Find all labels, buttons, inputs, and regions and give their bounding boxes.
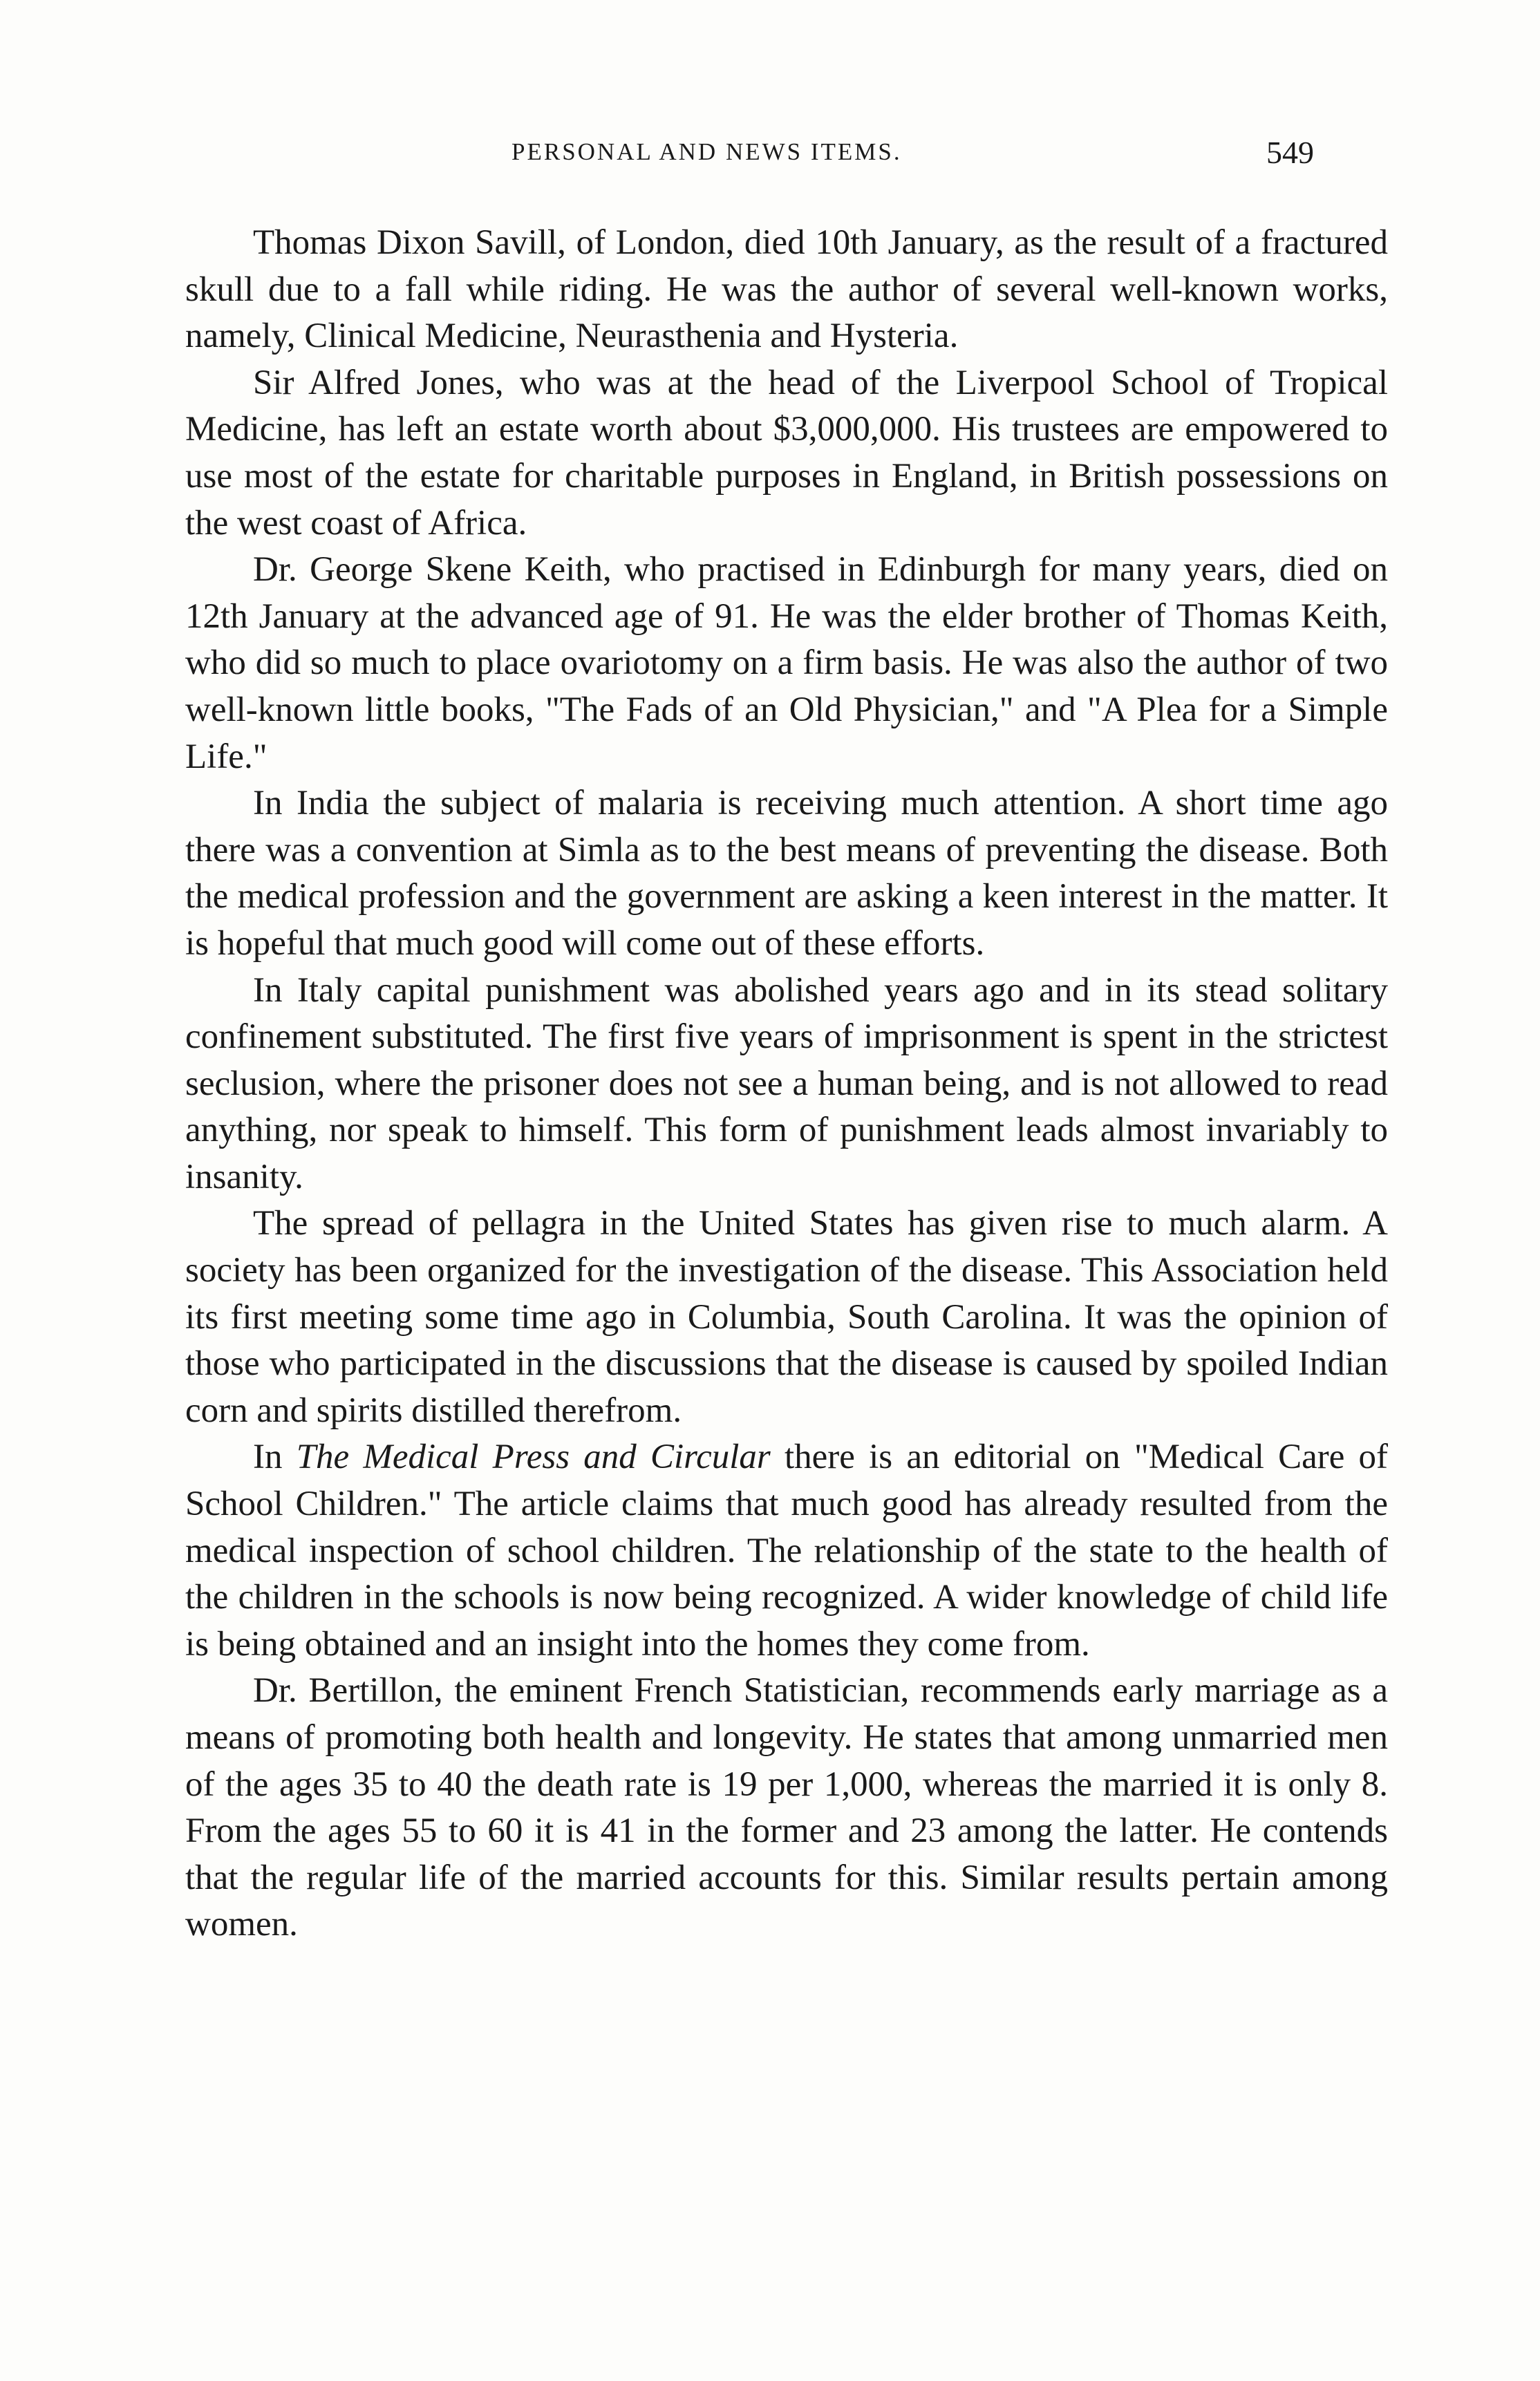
page-number: 549: [1266, 135, 1314, 170]
article-body: [185, 220, 1388, 1948]
paragraph-savill: Thomas Dixon Savill, of London, died 10th January, as the result of a fractured skull due to a fall while riding. He was the author of several well-known works, namely, Clinical Medicine, Neurasthenia and Hysteria.: [185, 223, 1388, 356]
paragraph-malaria: In India the subject of malaria is receiving much attention. A short time ago there was a convention at Simla as to the best means of preventing the disease. Both the medical profession and the government are asking a keen interest in the matter. It is hopeful that much good will come out of these efforts.: [185, 784, 1388, 963]
running-head: [0, 135, 1540, 180]
paragraph-italy: In Italy capital punishment was abolished years ago and in its stead solitary confinement substituted. The first five years of imprisonment is spent in the strictest seclusion, where the prisoner does not see a human being, and is not allowed to read anything, nor speak to himself. This form of punishment leads almost invariably to insanity.: [185, 970, 1388, 1196]
paragraph-jones: Sir Alfred Jones, who was at the head of the Liverpool School of Tropical Medicine, has left an estate worth about $3,000,000. His trustees are empowered to use most of the estate for charitable purposes in England, in British possessions on the west coast of Africa.: [185, 363, 1388, 543]
paragraph-keith: Dr. George Skene Keith, who practised in Edinburgh for many years, died on 12th January at the advanced age of 91. He was the elder brother of Thomas Keith, who did so much to place ovariotomy on a firm basis. He was also the author of two well-known little books, "The Fads of an Old Physician," and "A Plea for a Simple Life.": [185, 550, 1388, 776]
running-title: PERSONAL AND NEWS ITEMS.: [511, 138, 902, 165]
paragraph-pellagra: The spread of pellagra in the United States has given rise to much alarm. A society has been organized for the investigation of the disease. This Association held its first meeting some time ago in Columbia, South Carolina. It was the opinion of those who participated in the discussions that the disease is caused by spoiled Indian corn and spirits distilled therefrom.: [185, 1204, 1388, 1430]
paragraph-medical-press: [185, 1434, 1388, 1668]
paragraph-medical-press-rest: there is an editorial on "Medical Care of School Children." The article claims that much good has already resulted from the medical inspection of school children. The relationship of the state to the health of the children in the schools is now being recognized. A wider knowledge of child life is being obtained and an insight into the homes they come from.: [185, 1438, 1389, 1664]
paragraph-medical-press-lead: In: [253, 1438, 297, 1477]
paragraph-bertillon: Dr. Bertillon, the eminent French Statistician, recommends early marriage as a means of promoting both health and longevity. He states that among unmarried men of the ages 35 to 40 the death rate is 19 per 1,000, whereas the married it is only 8. From the ages 55 to 60 it is 41 in the former and 23 among the latter. He contends that the regular life of the married accounts for this. Similar results pertain among women.: [185, 1671, 1388, 1944]
journal-title: The Medical Press and Circular: [296, 1438, 771, 1477]
